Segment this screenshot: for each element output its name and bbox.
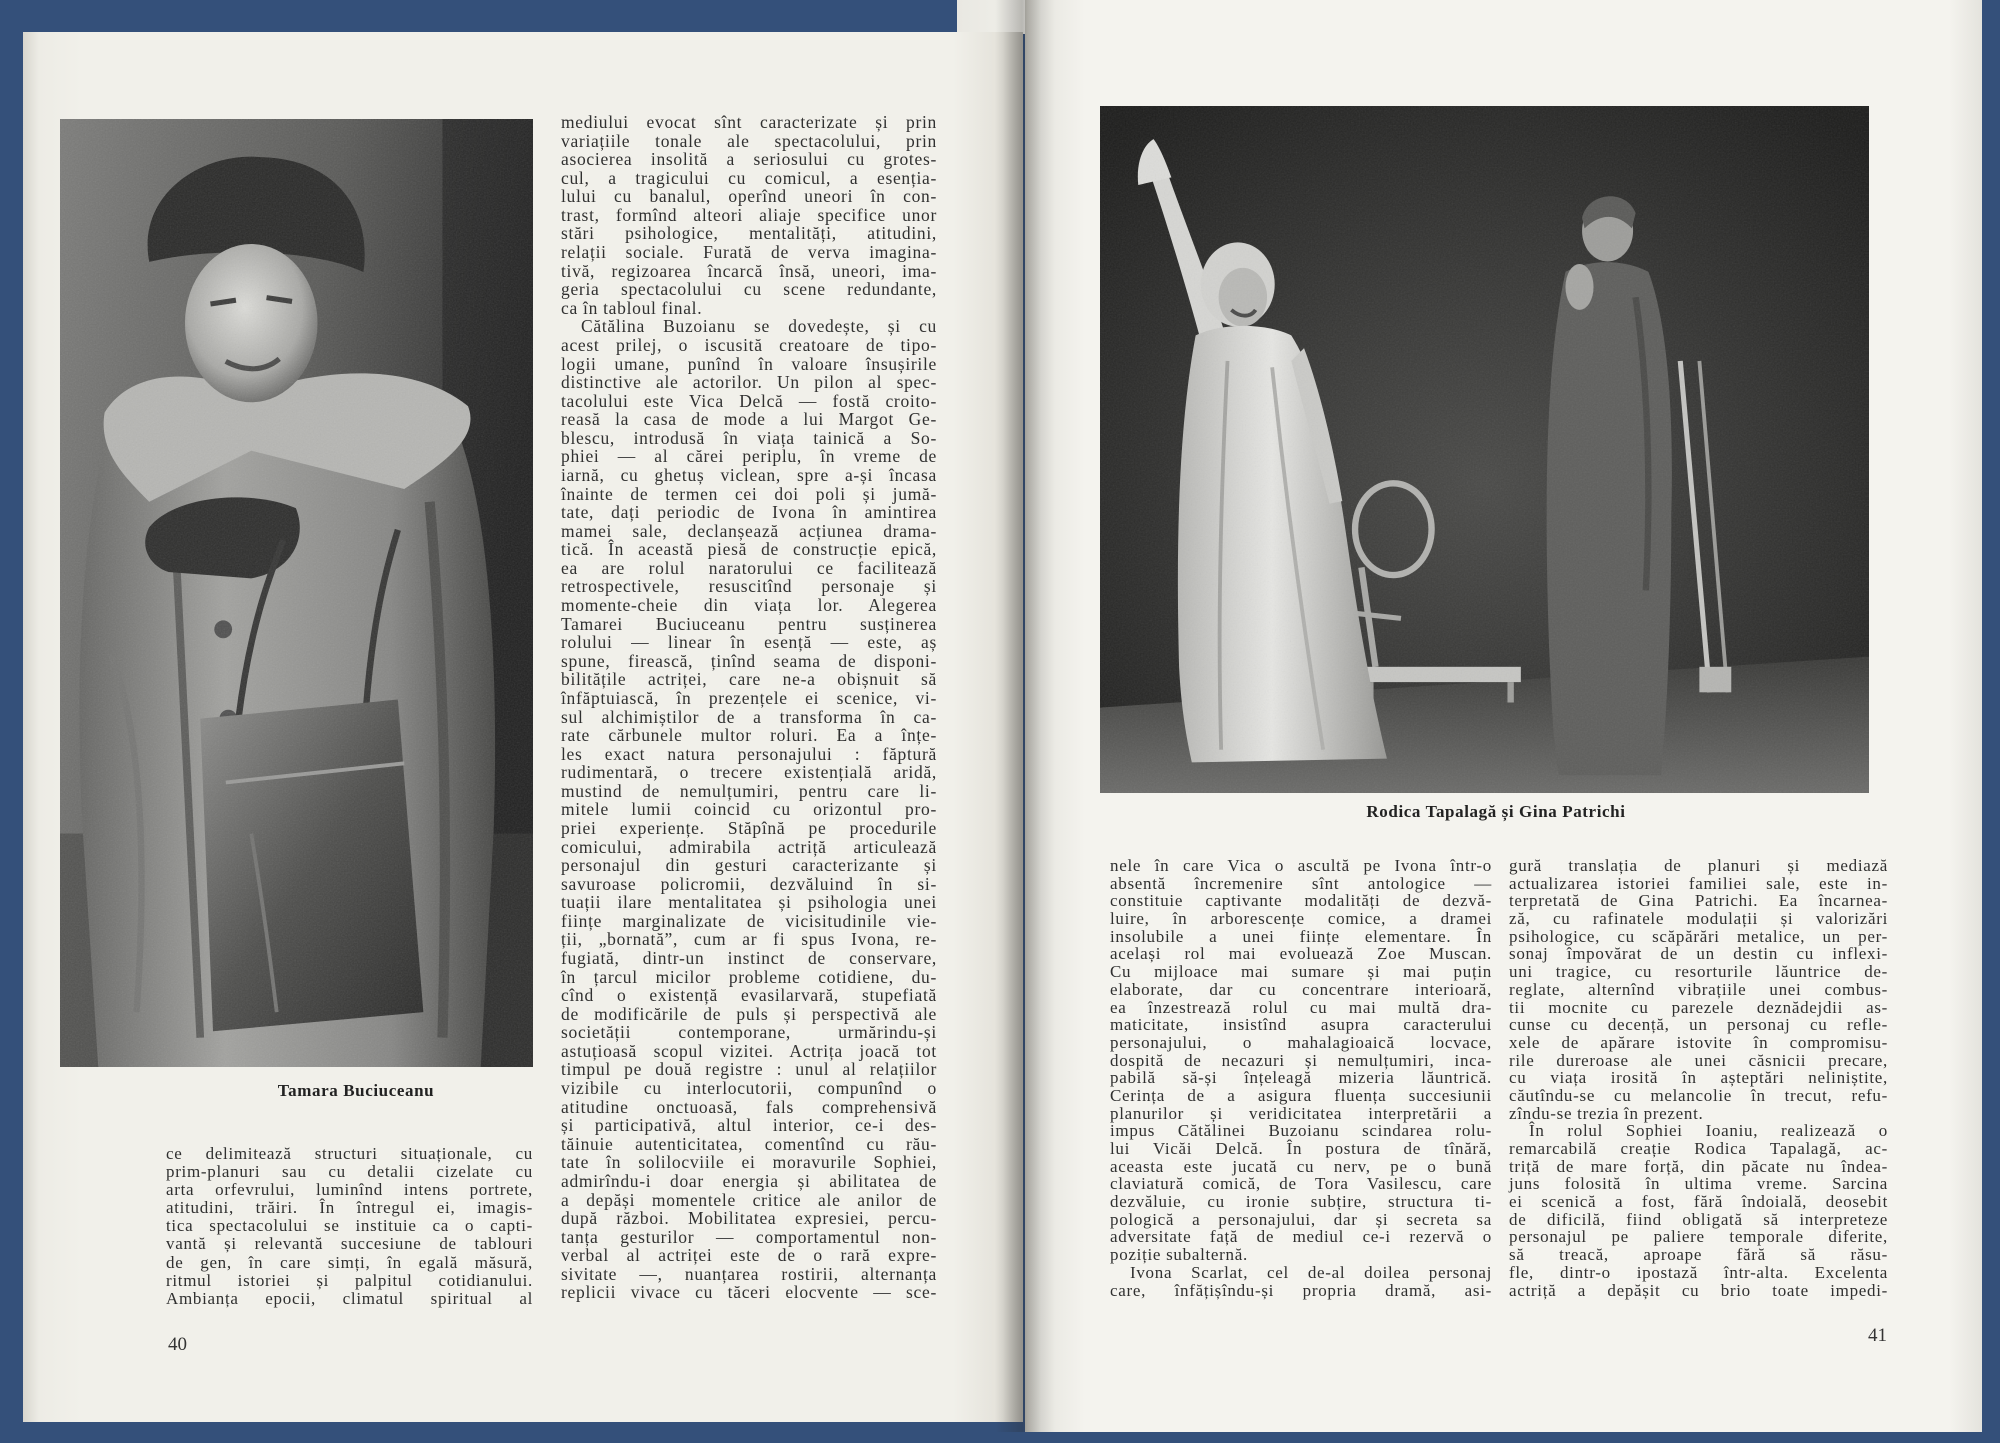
text-line: Cu mijloace mai sumare și mai puțin — [1110, 962, 1492, 982]
text-line: societății contemporane, urmărindu-și — [561, 1022, 937, 1043]
text-line: nele în care Vica o ascultă pe Ivona într-o — [1110, 856, 1492, 875]
text-line: în țarcul micilor probleme cotidiene, du- — [561, 966, 937, 987]
text-column — [561, 113, 937, 1302]
text-line: maticitate, insistînd asupra caracterului — [1110, 1015, 1492, 1035]
text-line: adversitate față de mediul ce-i rezervă o — [1110, 1227, 1492, 1247]
text-line: rudimentară, o trecere existențială aridă, — [561, 762, 937, 783]
text-line: stări psihologice, mentalități, atitudini, — [561, 223, 937, 244]
text-line: același rol mai evoluează Zoe Muscan. — [1110, 944, 1492, 964]
text-line: priei experiențe. Stăpînă pe procedurile — [561, 817, 937, 838]
text-line: actualizarea istoriei familiei sale, este in- — [1509, 873, 1888, 893]
text-line: ții, „bornată”, cum ar fi spus Ivona, re- — [561, 929, 937, 950]
text-line: asocierea insolită a seriosului cu grotes- — [561, 149, 937, 170]
text-line: Ambianța epocii, climatul spiritual al — [166, 1288, 533, 1308]
gutter-shadow — [995, 0, 1055, 1432]
text-line: bilitățile actriței, care ne-a obișnuit să — [561, 669, 937, 690]
text-line: zîndu-se trezia în prezent. — [1509, 1103, 1704, 1123]
text-line: gură translația de planuri și mediază — [1509, 856, 1888, 875]
text-line: dospită de necazuri și nemulțumiri, inca- — [1110, 1050, 1492, 1070]
text-line: spune, firească, ținînd seama de disponi- — [561, 650, 937, 671]
text-line: constituie captivante modalități de dezvă- — [1110, 891, 1492, 911]
paragraph — [166, 1145, 533, 1308]
text-line: tica spectacolului se instituie ca o capti- — [166, 1216, 533, 1236]
paragraph — [1110, 857, 1492, 1264]
text-line: variațiile tonale ale spectacolului, prin — [561, 130, 937, 151]
text-line: psihologice, cu scăpărări metalice, un per- — [1509, 926, 1888, 946]
text-line: astuțioasă scopul vizitei. Actrița joacă tot — [561, 1040, 937, 1061]
text-column — [1509, 857, 1888, 1299]
photo-tamara-buciuceanu — [60, 119, 533, 1067]
text-line: les exact natura personajului : făptură — [561, 743, 937, 764]
text-line: vizibile cu interlocutorii, compunînd o — [561, 1078, 937, 1099]
photo-caption: Rodica Tapalagă și Gina Patrichi — [1366, 802, 1626, 821]
page-number: 41 — [1868, 1325, 1887, 1346]
text-line: acest prilej, o iscusită creatoare de tipo- — [561, 334, 937, 355]
text-line: fugiată, dintr-un instinct de conservare, — [561, 948, 937, 969]
text-line: triță de mare forță, din păcate nu îndea- — [1509, 1156, 1888, 1176]
text-line: dezvăluie, cu ironie subțire, structura ti- — [1110, 1192, 1492, 1212]
text-line: absentă încremenire sînt antologice — — [1110, 873, 1492, 893]
text-line: rile dureroase ale unei căsnicii precare, — [1509, 1050, 1888, 1070]
text-line: sul alchimiștilor de a transforma în ca- — [561, 706, 937, 727]
text-line: elaborate, dar cu concentrare interioară, — [1110, 979, 1492, 999]
text-line: cunse cu decență, un personaj cu refle- — [1509, 1015, 1888, 1035]
text-line: rate cărbunele multor roluri. Ea a înțe- — [561, 725, 937, 746]
text-line: remarcabilă creație Rodica Tapalagă, ac- — [1509, 1139, 1888, 1158]
text-line: care, înfățișîndu-și propria dramă, asi- — [1110, 1280, 1492, 1300]
text-line: atitudine onctuoasă, fals comprehensivă — [561, 1096, 937, 1117]
text-line: ființe marginalizate de vicisitudinile vie- — [561, 910, 937, 931]
text-line: mustind de nemulțumiri, pentru care li- — [561, 780, 937, 801]
text-line: mamei sale, declanșează acțiunea drama- — [561, 520, 937, 541]
text-line: de gen, în care simți, în egală măsură, — [166, 1252, 533, 1272]
text-line: sivitate —, nuanțarea rostirii, alternanța — [561, 1263, 937, 1284]
text-line: Ivona Scarlat, cel de-al doilea personaj — [1130, 1262, 1492, 1282]
text-line: înainte de termen cei doi poli și jumă- — [561, 483, 937, 504]
text-line: tică. În această piesă de construcție epică, — [561, 539, 937, 560]
text-line: înfăptuiască, în prezențele ei scenice, vi- — [561, 687, 937, 708]
text-line: pologică a personajului, dar și secreta sa — [1110, 1209, 1492, 1229]
photo-rodica-tapalaga-gina-patrichi — [1100, 106, 1869, 793]
paragraph — [561, 113, 937, 317]
text-line: planurilor și veridicitatea interpretării a — [1110, 1103, 1492, 1123]
text-line: tate, dați periodic de Ivona în amintirea — [561, 502, 937, 523]
text-line: tivă, regizoarea încarcă însă, uneori, ima- — [561, 260, 937, 281]
text-line: lui Vicăi Delcă. În postura de tînără, — [1110, 1139, 1492, 1158]
text-line: blescu, introdusă în viața tainică a So- — [561, 427, 937, 448]
text-line: juns folosită în ultima vreme. Sarcina — [1509, 1174, 1888, 1194]
text-line: xele de apărare istovite în compromisu- — [1509, 1032, 1888, 1052]
text-line: claviatură comică, de Tora Vasilescu, care — [1110, 1174, 1492, 1194]
text-line: În rolul Sophiei Ioaniu, realizează o — [1529, 1121, 1888, 1141]
text-line: aceasta este jucată cu nerv, pe o bună — [1110, 1156, 1492, 1176]
text-line: actriță a depășit cu brio toate impedi- — [1509, 1280, 1888, 1300]
paragraph — [1509, 1122, 1888, 1299]
paragraph — [1509, 857, 1888, 1122]
text-line: personajului, o mahalagioaică locvace, — [1110, 1032, 1492, 1052]
text-line: phiei — al cărei periplu, în vreme de — [561, 446, 937, 467]
left-page — [23, 32, 1023, 1422]
text-line: retrospectivele, resuscitînd personaje și — [561, 576, 937, 597]
text-line: comicului, admirabila actriță articulează — [561, 836, 937, 857]
text-line: poziție subalternă. — [1110, 1245, 1248, 1265]
text-line: Cătălina Buzoianu se dovedește, și cu — [581, 316, 937, 337]
text-line: mediului evocat sînt caracterizate și prin — [561, 112, 937, 132]
text-line: impus Cătălinei Buzoianu scindarea rolu- — [1110, 1121, 1492, 1141]
text-line: rolului — linear în esență — este, aș — [561, 632, 937, 653]
text-line: ca în tabloul final. — [561, 297, 703, 318]
text-line: ei scenică a fost, fără îndoială, deosebit — [1509, 1192, 1888, 1212]
text-line: reasă la casa de mode a lui Margot Ge- — [561, 409, 937, 430]
text-line: verbal al actriței este de o rară expre- — [561, 1245, 937, 1266]
text-line: Tamarei Buciuceanu pentru susținerea — [561, 613, 937, 634]
text-line: terpretată de Gina Patrichi. Ea încarnea- — [1509, 891, 1888, 911]
text-line: cul, a tragicului cu comicul, a esenția- — [561, 167, 937, 188]
text-line: tate în solilocviile ei moravurile Sophiei, — [561, 1152, 937, 1173]
text-line: tăinuie autenticitatea, comentînd cu rău- — [561, 1133, 937, 1154]
right-page — [1025, 0, 1982, 1432]
text-line: ea înzestrează rolul cu mai multă dra- — [1110, 997, 1492, 1017]
text-line: sonaj împovărat de un destin cu inflexi- — [1509, 944, 1888, 964]
text-line: personajul pe paliere temporale diferite, — [1509, 1227, 1888, 1247]
text-line: luire, în arborescențe comice, a dramei — [1110, 909, 1492, 929]
text-line: geria spectacolului cu scene redundante, — [561, 279, 937, 300]
text-line: după război. Mobilitatea expresiei, percu- — [561, 1208, 937, 1229]
text-line: insolubile a unei ființe elementare. În — [1110, 926, 1492, 946]
text-line: atitudini, trăiri. În întregul ei, imagis- — [166, 1198, 533, 1218]
text-line: ză, cu rafinatele modulații și valorizări — [1509, 909, 1888, 929]
text-column — [1110, 857, 1492, 1299]
text-line: trast, formînd alteori aliaje specifice unor — [561, 204, 937, 225]
photo-caption: Tamara Buciuceanu — [277, 1081, 435, 1100]
text-line: cu viața irosită în așteptări neliniștite, — [1509, 1068, 1888, 1088]
text-line: momente-cheie din viața lor. Alegerea — [561, 595, 937, 616]
text-line: pabilă să-și înțeleagă mizeria lăuntrică. — [1110, 1068, 1492, 1088]
paragraph — [1110, 1264, 1492, 1299]
text-line: ce delimitează structuri situaționale, cu — [166, 1144, 533, 1163]
text-line: logii umane, punînd în valoare însușirile — [561, 353, 937, 374]
text-line: distinctive ale actorilor. Un pilon al spec- — [561, 372, 937, 393]
text-line: a depăși momentele critice ale anilor de — [561, 1189, 937, 1210]
text-line: savuroase policromii, dezvăluind în si- — [561, 873, 937, 894]
text-line: tuații ilare mentalitatea și psihologia unei — [561, 892, 937, 913]
text-line: admirîndu-i doar energia și abilitatea de — [561, 1170, 937, 1191]
text-line: cînd o existență evasilarvară, stupefiată — [561, 985, 937, 1006]
paragraph — [561, 317, 937, 1302]
text-line: vantă și relevantă succesiune de tablouri — [166, 1234, 533, 1254]
text-line: reglate, alternînd vibrațiile unei combus- — [1509, 979, 1888, 999]
text-line: personajul din gesturi caracterizante și — [561, 855, 937, 876]
text-column — [166, 1145, 533, 1308]
text-line: căutîndu-se cu melancolie în trecut, refu- — [1509, 1085, 1888, 1105]
text-line: fle, dintr-o ipostază într-alta. Excelenta — [1509, 1262, 1888, 1282]
text-line: ea are rolul naratorului ce facilitează — [561, 557, 937, 578]
text-line: ritmul istoriei și palpitul cotidianului. — [166, 1270, 533, 1290]
text-line: relații sociale. Furată de verva imagina- — [561, 242, 937, 263]
text-line: arta orfevrului, luminînd intens portrete, — [166, 1180, 533, 1200]
page-number: 40 — [168, 1334, 187, 1355]
text-line: să treacă, aproape fără să răsu- — [1509, 1245, 1888, 1265]
text-line: replicii vivace cu tăceri elocvente — sce- — [561, 1282, 937, 1303]
text-line: prim-planuri sau cu detalii cizelate cu — [166, 1162, 533, 1182]
text-line: uni tragice, cu resorturile lăuntrice de- — [1509, 962, 1888, 982]
text-line: tii mocnite cu parezele deznădejdii as- — [1509, 997, 1888, 1017]
text-line: de modificările de puls și perspectivă ale — [561, 1003, 937, 1024]
text-line: mitele lumii coincid cu orizontul pro- — [561, 799, 937, 820]
text-line: lului cu banalul, operînd uneori în con- — [561, 186, 937, 207]
text-line: tanța gesturilor — comportamentul non- — [561, 1226, 937, 1247]
text-line: de dificilă, fiind obligată să interpreteze — [1509, 1209, 1888, 1229]
text-line: și participativă, altul interior, ce-i des- — [561, 1115, 937, 1136]
text-line: timpul pe două registre : unul al relațiilor — [561, 1059, 937, 1080]
text-line: iarnă, cu ghetuș viclean, spre a-și încasa — [561, 464, 937, 485]
text-line: Cerința de a asigura fluența succesiunii — [1110, 1085, 1492, 1105]
text-line: tacolului este Vica Delcă — fostă croito- — [561, 390, 937, 411]
